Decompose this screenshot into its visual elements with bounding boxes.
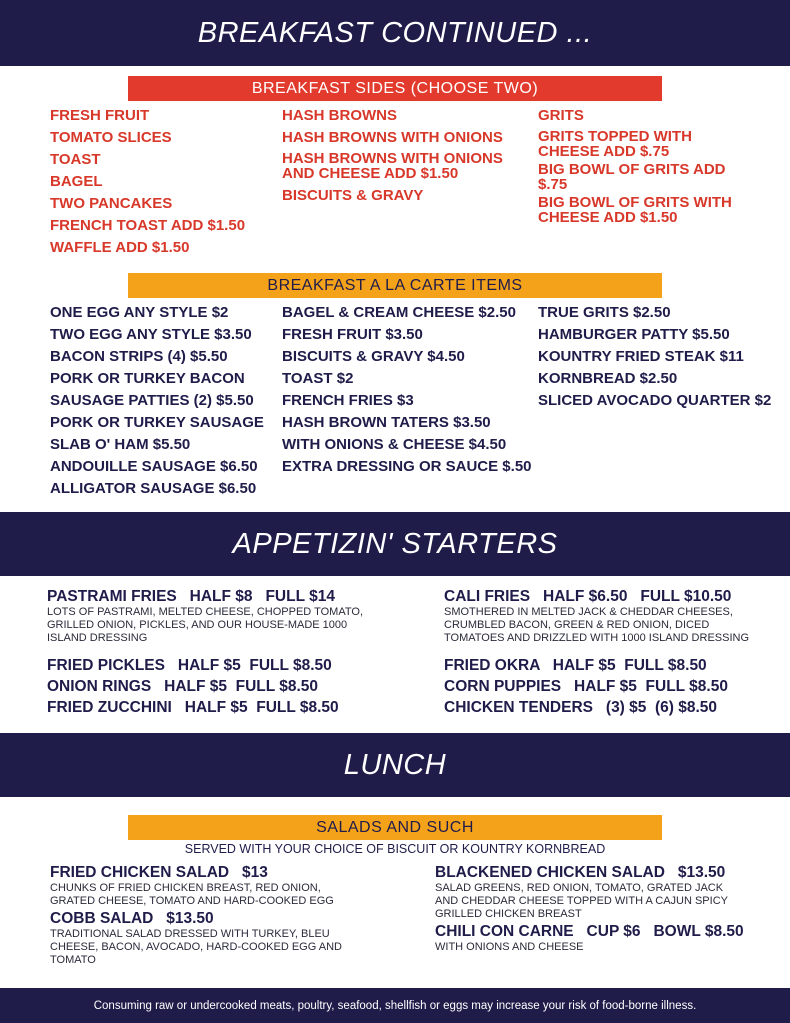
list-item: FRESH FRUIT $3.50: [282, 326, 423, 343]
menu-item-desc: SALAD GREENS, RED ONION, TOMATO, GRATED JACK AND CHEDDAR CHEESE TOPPED WITH A CAJUN SPICY GRILLED CHICKEN BREAST: [435, 882, 728, 920]
sides-col2: [282, 105, 532, 207]
menu-item-name: BLACKENED CHICKEN SALAD $13.50: [435, 864, 726, 881]
list-item: BIG BOWL OF GRITS ADD $.75: [538, 161, 726, 193]
list-item: TOAST $2: [282, 370, 354, 387]
starters-left: [47, 588, 387, 718]
menu-item-name: FRIED CHICKEN SALAD $13: [50, 864, 268, 881]
salads-subheading: SERVED WITH YOUR CHOICE OF BISCUIT OR KOUNTRY KORNBREAD: [184, 842, 606, 856]
list-item: TOMATO SLICES: [50, 129, 172, 146]
salads-right: [435, 864, 745, 954]
footer-disclaimer: Consuming raw or undercooked meats, poultry, seafood, shellfish or eggs may increase your risk of food-borne illness.: [0, 988, 790, 1023]
list-item: BACON STRIPS (4) $5.50: [50, 348, 228, 365]
list-item: HAMBURGER PATTY $5.50: [538, 326, 730, 343]
menu-item-desc: WITH ONIONS AND CHEESE: [435, 941, 584, 953]
menu-item-desc: TRADITIONAL SALAD DRESSED WITH TURKEY, BLEU CHEESE, BACON, AVOCADO, HARD-COOKED EGG AND TOMATO: [50, 928, 342, 966]
list-item: SLAB O' HAM $5.50: [50, 436, 191, 453]
list-item: PORK OR TURKEY SAUSAGE: [50, 414, 264, 431]
sides-col1: [50, 105, 245, 259]
menu-item-name: PASTRAMI FRIES HALF $8 FULL $14: [47, 588, 335, 605]
list-item: HASH BROWNS WITH ONIONS: [282, 129, 503, 146]
list-item: HASH BROWNS: [282, 107, 397, 124]
list-item: BAGEL: [50, 173, 103, 190]
menu-item-name: CALI FRIES HALF $6.50 FULL $10.50: [444, 588, 732, 605]
list-item: GRITS: [538, 107, 584, 124]
lunch-header: LUNCH: [0, 733, 790, 797]
list-item: FRESH FRUIT: [50, 107, 150, 124]
sides-col3: [538, 105, 748, 229]
breakfast-header: BREAKFAST CONTINUED ...: [0, 0, 790, 66]
alacarte-col1: [50, 302, 264, 500]
list-item: BAGEL & CREAM CHEESE $2.50: [282, 304, 516, 321]
list-item: WITH ONIONS & CHEESE $4.50: [282, 436, 507, 453]
list-item: BISCUITS & GRAVY: [282, 187, 424, 204]
menu-item-name: COBB SALAD $13.50: [50, 910, 214, 927]
starters-right: [444, 588, 764, 718]
list-item: HASH BROWNS WITH ONIONS AND CHEESE ADD $1.50: [282, 150, 503, 182]
list-item: TWO PANCAKES: [50, 195, 173, 212]
menu-item-name: FRIED ZUCCHINI HALF $5 FULL $8.50: [47, 699, 339, 716]
salads-heading: SALADS AND SUCH: [128, 815, 662, 840]
salads-left: [50, 864, 350, 967]
list-item: ONE EGG ANY STYLE $2: [50, 304, 229, 321]
list-item: ALLIGATOR SAUSAGE $6.50: [50, 480, 257, 497]
menu-item-name: CHILI CON CARNE CUP $6 BOWL $8.50: [435, 923, 744, 940]
list-item: TOAST: [50, 151, 101, 168]
list-item: KORNBREAD $2.50: [538, 370, 678, 387]
alacarte-heading: BREAKFAST A LA CARTE ITEMS: [128, 273, 662, 298]
alacarte-col2: [282, 302, 532, 478]
list-item: BISCUITS & GRAVY $4.50: [282, 348, 465, 365]
menu-item-desc: LOTS OF PASTRAMI, MELTED CHEESE, CHOPPED TOMATO, GRILLED ONION, PICKLES, AND OUR HOUSE-MADE 1000 ISLAND DRESSING: [47, 606, 363, 644]
list-item: TRUE GRITS $2.50: [538, 304, 671, 321]
list-item: TWO EGG ANY STYLE $3.50: [50, 326, 252, 343]
sides-heading: BREAKFAST SIDES (CHOOSE TWO): [128, 76, 662, 101]
list-item: SLICED AVOCADO QUARTER $2: [538, 392, 772, 409]
menu-item-name: FRIED PICKLES HALF $5 FULL $8.50: [47, 657, 332, 674]
menu-item-name: CORN PUPPIES HALF $5 FULL $8.50: [444, 678, 728, 695]
menu-item-name: CHICKEN TENDERS (3) $5 (6) $8.50: [444, 699, 718, 716]
list-item: WAFFLE ADD $1.50: [50, 239, 190, 256]
list-item: KOUNTRY FRIED STEAK $11: [538, 348, 744, 365]
menu-item-desc: CHUNKS OF FRIED CHICKEN BREAST, RED ONION, GRATED CHEESE, TOMATO AND HARD-COOKED EGG: [50, 882, 334, 907]
list-item: PORK OR TURKEY BACON: [50, 370, 245, 387]
starters-header: APPETIZIN' STARTERS: [0, 512, 790, 576]
menu-item-desc: SMOTHERED IN MELTED JACK & CHEDDAR CHEESES, CRUMBLED BACON, GREEN & RED ONION, DICED TOMATOES AND DRIZZLED WITH 1000 ISLAND DRESSING: [444, 606, 750, 644]
list-item: BIG BOWL OF GRITS WITH CHEESE ADD $1.50: [538, 194, 732, 226]
list-item: GRITS TOPPED WITH CHEESE ADD $.75: [538, 128, 692, 160]
menu-item-name: ONION RINGS HALF $5 FULL $8.50: [47, 678, 319, 695]
list-item: FRENCH TOAST ADD $1.50: [50, 217, 246, 234]
list-item: HASH BROWN TATERS $3.50: [282, 414, 491, 431]
menu-item-name: FRIED OKRA HALF $5 FULL $8.50: [444, 657, 707, 674]
list-item: SAUSAGE PATTIES (2) $5.50: [50, 392, 254, 409]
list-item: ANDOUILLE SAUSAGE $6.50: [50, 458, 258, 475]
list-item: EXTRA DRESSING OR SAUCE $.50: [282, 458, 532, 475]
list-item: FRENCH FRIES $3: [282, 392, 414, 409]
alacarte-col3: [538, 302, 771, 412]
